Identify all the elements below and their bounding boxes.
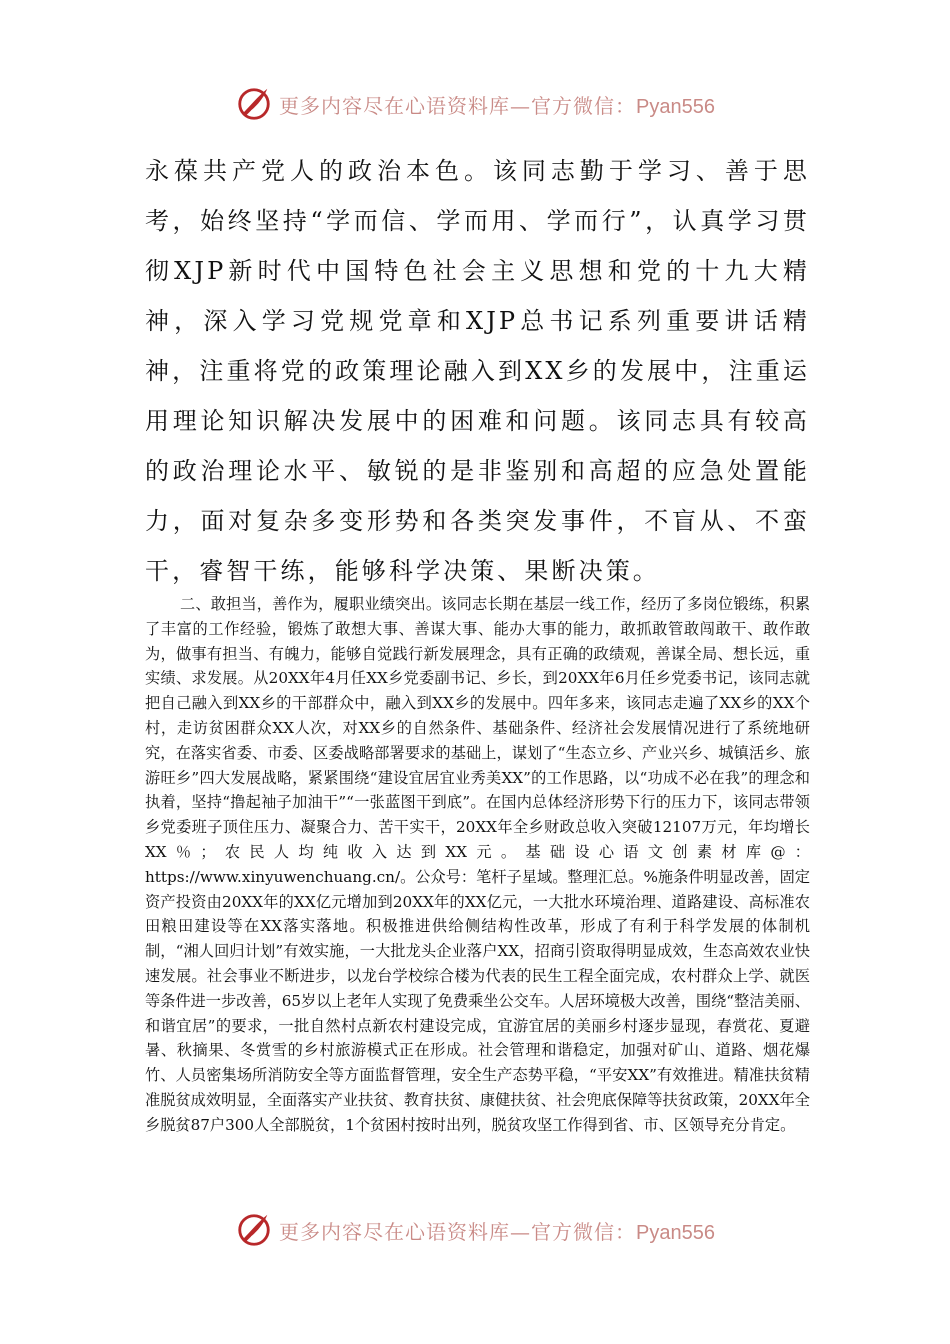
body-paragraph-1: 永葆共产党人的政治本色。该同志勤于学习、善于思考，始终坚持“学而信、学而用、学而行”，认真学习贯彻XJP新时代中国特色社会主义思想和党的十九大精神，深入学习党规党章和XJP总书记系列重要讲话精神，注重将党的政策理论融入到XX乡的发展中，注重运用理论知识解决发展中的困难和问题。该同志具有较高的政治理论水平、敏锐的是非鉴别和高超的应急处置能力，面对复杂多变形势和各类突发事件，不盲从、不蛮干，睿智干练，能够科学决策、果断决策。 (145, 157, 810, 585)
footer-wechat-id: Pyan556 (636, 1221, 715, 1244)
header-banner-text (279, 90, 715, 119)
header-wechat-id: Pyan556 (636, 95, 715, 118)
quill-logo-icon (235, 1211, 273, 1249)
header-banner (0, 84, 950, 124)
footer-banner-label: 更多内容尽在心语资料库—官方微信： (279, 1219, 637, 1244)
footer-banner (0, 1210, 950, 1250)
header-banner-label: 更多内容尽在心语资料库—官方微信： (279, 93, 637, 118)
body-paragraph-2: 二、敢担当，善作为，履职业绩突出。该同志长期在基层一线工作，经历了多岗位锻练，积累了丰富的工作经验，锻炼了敢想大事、善谋大事、能办大事的能力，敢抓敢管敢闯敢干、敢作敢为，做事有担当、有魄力，能够自觉践行新发展理念，具有正确的政绩观，善谋全局、想长远，重实绩、求发展。从20XX年4月任XX乡党委副书记、乡长，到20XX年6月任乡党委书记，该同志就把自己融入到XX乡的干部群众中，融入到XX乡的发展中。四年多来，该同志走遍了XX乡的XX个村，走访贫困群众XX人次，对XX乡的自然条件、基础条件、经济社会发展情况进行了系统地研究，在落实省委、市委、区委战略部署要求的基础上，谋划了“生态立乡、产业兴乡、城镇活乡、旅游旺乡”四大发展战略，紧紧围绕“建设宜居宜业秀美XX”的工作思路，以“功成不必在我”的理念和执着，坚持“撸起袖子加油干”“一张蓝图干到底”。在国内总体经济形势下行的压力下，该同志带领乡党委班子顶住压力、凝聚合力、苦干实干，20XX年全乡财政总收入突破12107万元，年均增长XX％；农民人均纯收入达到XX元。基础设心语文创素材库@：https://www.xinyuwenchuang.cn/。公众号：笔杆子星域。整理汇总。%施条件明显改善，固定资产投资由20XX年的XX亿元增加到20XX年的XX亿元，一大批水环境治理、道路建设、高标准农田粮田建设等在XX落实落地。积极推进供给侧结构性改革，形成了有利于科学发展的体制机制，“湘人回归计划”有效实施，一大批龙头企业落户XX，招商引资取得明显成效，生态高效农业快速发展。社会事业不断进步，以龙台学校综合楼为代表的民生工程全面完成，农村群众上学、就医等条件进一步改善，65岁以上老年人实现了免费乘坐公交车。人居环境极大改善，围绕“整洁美丽、和谐宜居”的要求，一批自然村点新农村建设完成，宜游宜居的美丽乡村逐步显现，春赏花、夏避暑、秋摘果、冬赏雪的乡村旅游模式正在形成。社会管理和谐稳定，加强对矿山、道路、烟花爆竹、人员密集场所消防安全等方面监督管理，安全生产态势平稳，“平安XX”有效推进。精准扶贫精准脱贫成效明显，全面落实产业扶贫、教育扶贫、康健扶贫、社会兜底保障等扶贫政策，20XX年全乡脱贫87户300人全部脱贫，1个贫困村按时出列，脱贫攻坚工作得到省、市、区领导充分肯定。 (145, 595, 810, 1134)
footer-banner-text (279, 1216, 715, 1245)
quill-logo-icon (235, 85, 273, 123)
